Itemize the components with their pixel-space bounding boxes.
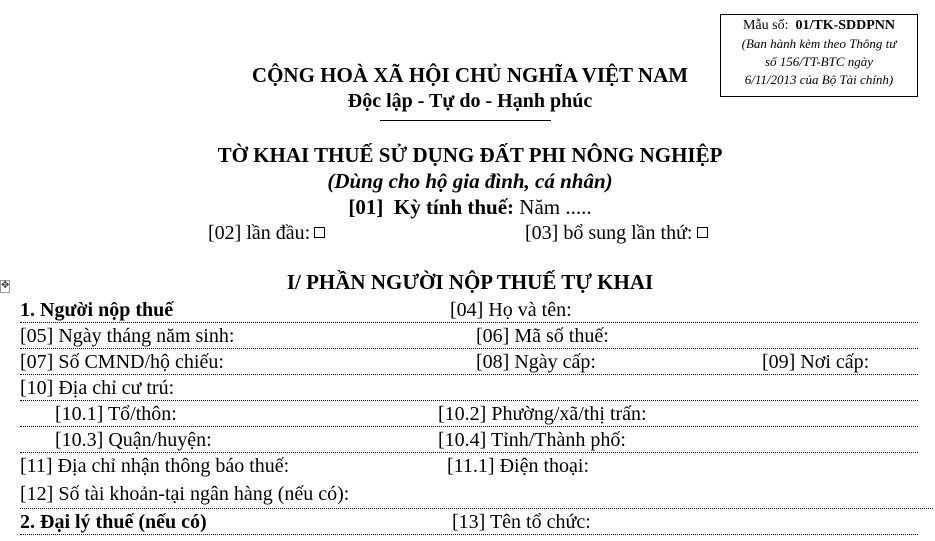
form-code-note-1: (Ban hành kèm theo Thông tư	[741, 36, 897, 51]
field-issue-place[interactable]: [09] Nơi cấp:	[762, 351, 870, 373]
period-code: [01]	[348, 195, 384, 219]
field-ward[interactable]: [10.2] Phường/xã/thị trấn:	[438, 403, 647, 425]
period-value[interactable]: Năm .....	[519, 195, 592, 219]
form-code-note-3: 6/11/2013 của Bộ Tài chính)	[744, 72, 894, 87]
motto-underline	[380, 120, 551, 121]
form-row-dob	[20, 323, 918, 349]
form-code-note-2: số 156/TT-BTC ngày	[764, 54, 874, 69]
section-1-title: I/ PHẦN NGƯỜI NỘP THUẾ TỰ KHAI	[286, 270, 654, 294]
field-phone[interactable]: [11.1] Điện thoại:	[447, 455, 590, 477]
nation-title: CỘNG HOÀ XÃ HỘI CHỦ NGHĨA VIỆT NAM	[251, 63, 689, 87]
field-hamlet[interactable]: [10.1] Tổ/thôn:	[55, 403, 177, 425]
form-code-value: 01/TK-SDDPNN	[795, 18, 896, 33]
form-row-hamlet	[20, 401, 918, 427]
tax-agent-heading: 2. Đại lý thuế (nếu có)	[20, 511, 207, 533]
form-row-notice-address	[20, 453, 918, 479]
form-row-bank	[20, 483, 933, 509]
form-code-label: Mẫu số:	[742, 18, 789, 33]
field-full-name[interactable]: [04] Họ và tên:	[450, 299, 572, 321]
first-time-option[interactable]	[208, 222, 325, 245]
field-issue-date[interactable]: [08] Ngày cấp:	[476, 351, 596, 373]
form-row-tax-agent	[20, 509, 918, 535]
field-notice-address[interactable]: [11] Địa chỉ nhận thông báo thuế:	[20, 455, 290, 477]
form-row-address	[20, 375, 918, 401]
form-row-district	[20, 427, 918, 453]
form-row-taxpayer	[20, 297, 918, 323]
table-move-handle-icon[interactable]: ✥	[1, 280, 10, 291]
first-time-label: [02] lần đầu:	[208, 222, 311, 244]
motto: Độc lập - Tự do - Hạnh phúc	[347, 90, 593, 112]
form-title: TỜ KHAI THUẾ SỬ DỤNG ĐẤT PHI NÔNG NGHIỆP	[217, 143, 723, 167]
supplement-label: [03] bổ sung lần thứ:	[525, 222, 693, 244]
field-id-number[interactable]: [07] Số CMND/hộ chiếu:	[20, 351, 224, 373]
form-code-line	[721, 17, 917, 35]
field-date-of-birth[interactable]: [05] Ngày tháng năm sinh:	[20, 325, 235, 347]
form-subtitle: (Dùng cho hộ gia đình, cá nhân)	[327, 169, 613, 193]
field-tax-code[interactable]: [06] Mã số thuế:	[476, 325, 609, 347]
field-district[interactable]: [10.3] Quận/huyện:	[55, 429, 212, 451]
taxpayer-heading: 1. Người nộp thuế	[20, 299, 174, 321]
supplement-checkbox-icon[interactable]	[697, 227, 708, 238]
first-time-checkbox-icon[interactable]	[314, 227, 325, 238]
supplement-option[interactable]	[525, 222, 708, 245]
field-organization-name[interactable]: [13] Tên tổ chức:	[452, 511, 591, 533]
tax-period	[0, 195, 935, 220]
form-row-id	[20, 349, 918, 375]
period-label: Kỳ tính thuế:	[393, 195, 515, 219]
field-province[interactable]: [10.4] Tỉnh/Thành phố:	[438, 429, 626, 451]
field-bank-account[interactable]: [12] Số tài khoản-tại ngân hàng (nếu có):	[20, 483, 350, 505]
field-residential-address[interactable]: [10] Địa chỉ cư trú:	[20, 377, 175, 399]
